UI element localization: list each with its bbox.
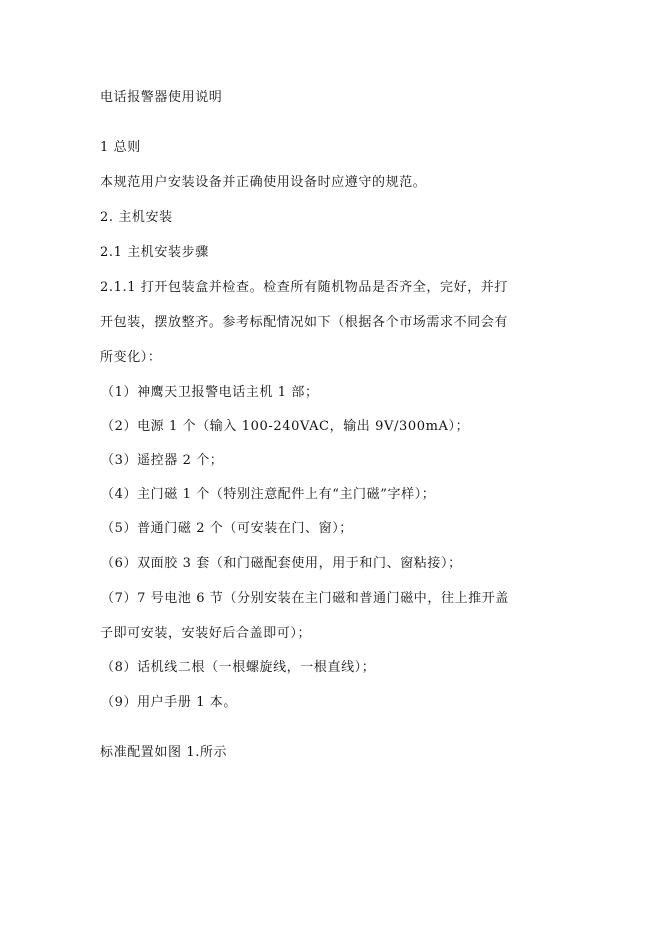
step-2-1-1-line: 2.1.1 打开包装盒并检查。检查所有随机物品是否齐全，完好，并打 xyxy=(100,280,509,295)
step-2-1-1-line: 所变化）： xyxy=(100,350,162,365)
list-item: （3）遥控器 2 个； xyxy=(101,453,224,468)
list-item: （8）话机线二根（一根螺旋线，一根直线）； xyxy=(101,660,376,675)
step-2-1-1-line: 开包装，摆放整齐。参考标配情况如下（根据各个市场需求不同会有 xyxy=(100,315,509,330)
list-item: （4）主门磁 1 个（特别注意配件上有“主门磁”字样）； xyxy=(101,487,436,502)
list-item: （7）7 号电池 6 节（分别安装在主门磁和普通门磁中，往上推开盖 xyxy=(101,591,510,606)
section-2-1-heading: 2.1 主机安装步骤 xyxy=(100,245,209,260)
list-item: （6）双面胶 3 套（和门磁配套使用，用于和门、窗粘接）； xyxy=(101,556,462,571)
section-1-body: 本规范用户安装设备并正确使用设备时应遵守的规范。 xyxy=(100,175,427,190)
list-item: （2）电源 1 个（输入 100-240VAC，输出 9V/300mA）； xyxy=(101,419,470,434)
figure-note: 标准配置如图 1.所示 xyxy=(100,745,228,760)
section-2-heading: 2. 主机安装 xyxy=(100,210,173,225)
list-item: （5）普通门磁 2 个（可安装在门、窗）； xyxy=(101,521,353,536)
list-item: （9）用户手册 1 本。 xyxy=(101,695,238,710)
list-item-continuation: 子即可安装，安装好后合盖即可）； xyxy=(100,626,312,641)
section-1-heading: 1 总则 xyxy=(100,140,141,155)
document-title: 电话报警器使用说明 xyxy=(100,90,223,105)
list-item: （1）神鹰天卫报警电话主机 1 部； xyxy=(101,385,319,400)
